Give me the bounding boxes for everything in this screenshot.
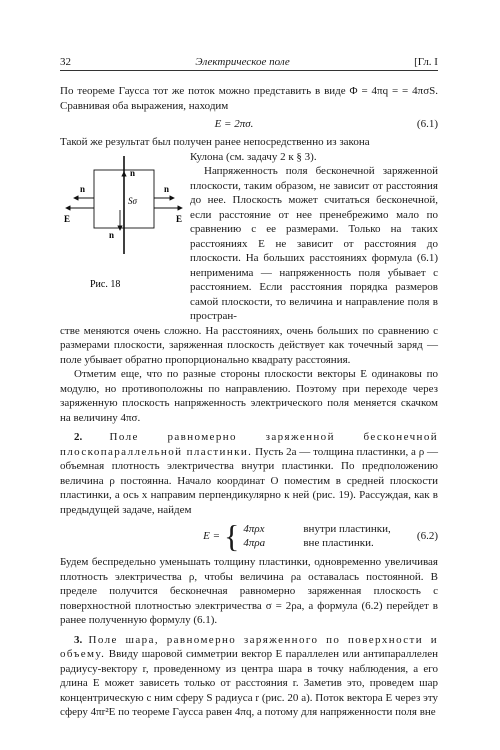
normal-label-bottom: n bbox=[109, 229, 115, 240]
normal-label-left: n bbox=[80, 183, 86, 194]
page-number: 32 bbox=[60, 56, 71, 68]
case-outside-expr: 4πρa bbox=[243, 537, 266, 549]
field-label-right: E bbox=[176, 213, 183, 224]
section-3 bbox=[60, 633, 438, 720]
page-body bbox=[60, 84, 438, 720]
wrapped-text bbox=[190, 150, 438, 324]
section-3-text: Ввиду шаровой симметрии вектор E параллелен или антипараллелен радиусу-вектору r, проведенному из центра шара в точку наблюдения, а его длина E может зависеть только от расстояния r. Заметив это, проведем шар концентрическую с ним сферу S радиуса r (рис. 20 а). Поток вектора E через эту сферу 4πr²E по теореме Гаусса равен 4πq, а потому для напряженности поля вне bbox=[60, 648, 438, 718]
section-3-title: Поле шара, равномерно заряженного по поверхности и объему. bbox=[60, 633, 438, 660]
running-title: Электрическое поле bbox=[195, 56, 290, 68]
paragraph-coulomb-a: Такой же результат был получен ранее непосредственно из закона bbox=[60, 136, 370, 148]
figure-wrap-block bbox=[60, 150, 438, 324]
normal-label-top: n bbox=[130, 167, 136, 178]
section-2-text: Пусть 2a — толщина пластинки, а ρ — объемная плотность электричества внутри пластинки. По предположению величина ρ постоянна. Начало координат O поместим в средней плоскости пластинки, а ось x направим перпендикулярно к ней (рис. 19). Рассуждая, как в предыдущей задаче, найдем bbox=[60, 445, 438, 516]
paragraph-field-jump: Отметим еще, что по разные стороны плоскости векторы E одинаковы по модулю, но противоположны по направлению. Поэтому при переходе через заряженную плоскость напряженность электрического поля меняется скачком на величину 4πσ. bbox=[60, 368, 438, 424]
running-header bbox=[60, 56, 438, 68]
figure-18 bbox=[60, 150, 190, 324]
equation-cases bbox=[243, 522, 408, 551]
section-2 bbox=[60, 430, 438, 517]
equation-case-outside bbox=[243, 536, 408, 551]
figure-18-drawing bbox=[60, 150, 190, 298]
equation-number: (6.1) bbox=[416, 117, 438, 130]
case-outside-text: вне пластинки. bbox=[303, 537, 374, 549]
equation-brace: { bbox=[224, 518, 240, 554]
equation-6-2-lhs: E = bbox=[203, 529, 220, 542]
case-inside-text: внутри пластинки, bbox=[303, 522, 391, 535]
field-label-left: E bbox=[64, 213, 71, 224]
paragraph-infinite-plane: Напряженность поля бесконечной заряженной плоскости, таким образом, не зависит от расстояния до нее. Плоскость может считаться бесконечной, если расстояние от нее пренебрежимо мало по сравнению с ее размерами. Только на таких расстояниях E не зависит от расстояния до плоскости. На больших расстояниях формула (6.1) неприменима — напряженность поля убывает с расстоянием. Если расстояния порядка размеров самой плоскости, то величина и направление поля в простран- bbox=[190, 165, 438, 322]
paragraph-infinite-plane-cont: стве меняются очень сложно. На расстояниях, очень больших по сравнению с размерами плоскости, заряженная плоскость действует как точечный заряд — поле убывает обратно пропорционально квадрату расстояния. bbox=[60, 324, 438, 366]
figure-caption: Рис. 18 bbox=[90, 278, 121, 290]
case-inside-expr: 4πρx bbox=[243, 522, 265, 535]
area-label: Sσ bbox=[128, 195, 137, 206]
paragraph-limit: Будем беспредельно уменьшать толщину пластинки, одновременно увеличивая плотность электричества ρ, чтобы величина ρa оставалась постоянной. В пределе получится бесконечная равномерно заряженная плоскость с поверхностной плотностью электричества σ = 2ρa, а формула (6.2) перейдет в ранее полученную формулу (6.1). bbox=[60, 556, 438, 626]
equation-body: E = 2πσ. bbox=[214, 117, 254, 130]
header-rule bbox=[60, 70, 438, 71]
section-2-title: Поле равномерно заряженной бесконечной плоскопараллельной пластинки. bbox=[60, 431, 439, 458]
equation-6-2-number: (6.2) bbox=[416, 529, 438, 542]
section-2-number: 2. bbox=[74, 431, 83, 443]
equation-6-2 bbox=[60, 518, 438, 554]
normal-label-right: n bbox=[164, 183, 170, 194]
section-3-number: 3. bbox=[74, 633, 83, 646]
paragraph-coulomb-b: Кулона (см. задачу 2 к § 3). bbox=[190, 150, 317, 163]
paragraph-gauss: По теореме Гаусса тот же поток можно представить в виде Φ = 4πq = = 4πσS. Сравнивая оба выражения, находим bbox=[60, 85, 438, 112]
equation-6-1 bbox=[60, 115, 438, 133]
equation-case-inside bbox=[243, 522, 408, 537]
chapter-label: [Гл. I bbox=[414, 56, 438, 68]
